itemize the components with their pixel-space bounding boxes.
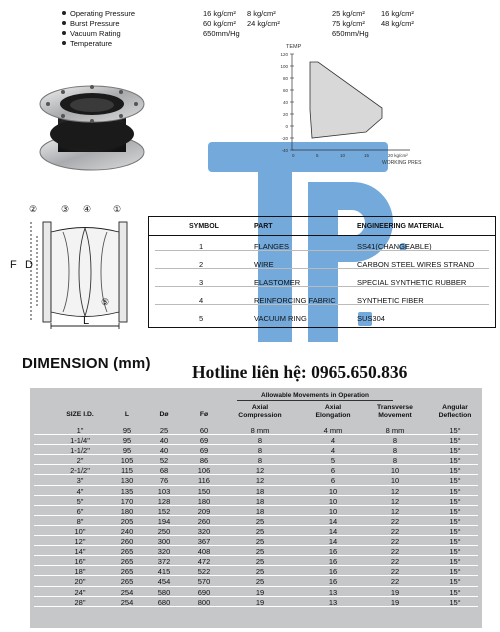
dimension-cell: 15° — [449, 496, 461, 506]
dimension-cell: 16 — [328, 567, 338, 577]
dimension-row — [30, 546, 482, 556]
dimension-cell: 152 — [157, 506, 171, 516]
diagram-callout: ④ — [83, 204, 92, 214]
dimension-row — [30, 516, 482, 526]
graph-x-title: WORKING PRES — [382, 160, 422, 166]
dimension-cell: 20" — [74, 577, 86, 587]
dimension-cell: 15° — [449, 537, 461, 547]
dimension-row — [30, 506, 482, 516]
dimension-cell: 16" — [74, 557, 86, 567]
dimension-cell: 8 mm — [250, 426, 270, 435]
parts-material: CARBON STEEL WIRES STRAND — [357, 260, 475, 269]
dimension-cell: 180 — [197, 496, 211, 506]
bullet-icon — [62, 11, 66, 15]
dimension-cell: 18 — [255, 496, 265, 506]
dimension-row — [30, 475, 482, 485]
spec-value: 8 kg/cm² — [247, 9, 276, 18]
dimension-row — [30, 435, 482, 445]
parts-symbol: 5 — [199, 314, 204, 323]
dimension-cell: 8" — [76, 516, 84, 526]
dimension-cell: 260 — [120, 537, 134, 547]
dimension-cell: 10 — [328, 496, 338, 506]
dimension-cell: 8 — [392, 456, 398, 466]
dimension-cell: 8 — [257, 446, 263, 456]
dimension-cell: 300 — [157, 537, 171, 547]
dimension-cell: 10 — [328, 486, 338, 496]
dimension-cell: 103 — [157, 486, 171, 496]
dimension-cell: 19 — [390, 597, 400, 607]
dimension-cell: 12" — [74, 537, 86, 547]
dimension-row — [30, 556, 482, 566]
dimension-cell: 8 mm — [385, 426, 405, 435]
graph-y-title: TEMP — [286, 44, 302, 50]
spec-label: Burst Pressure — [70, 19, 120, 28]
dimension-cell: 52 — [159, 456, 169, 466]
dimension-cell: 6 — [330, 476, 336, 486]
spec-row — [60, 19, 500, 29]
dimension-cell: 95 — [122, 426, 132, 435]
parts-row — [149, 236, 495, 254]
dimension-cell: 14 — [328, 516, 338, 526]
dimension-cell: 265 — [120, 547, 134, 557]
cross-section-diagram — [5, 202, 135, 332]
dimension-cell: 6" — [76, 506, 84, 516]
dimension-cell: 18" — [74, 567, 86, 577]
dimension-cell: 15° — [449, 446, 461, 456]
diagram-callout: ⑤ — [101, 297, 110, 307]
parts-material: SPECIAL SYNTHETIC RUBBER — [357, 278, 467, 287]
dimension-cell: 16 — [328, 547, 338, 557]
dimension-cell: 25 — [255, 567, 265, 577]
dimension-cell: 95 — [122, 436, 132, 446]
dimension-cell: 209 — [197, 506, 211, 516]
dimension-cell: 15° — [449, 567, 461, 577]
dimension-cell: 95 — [122, 446, 132, 456]
dimension-table — [30, 388, 482, 628]
bullet-icon — [62, 21, 66, 25]
dimension-cell: 15° — [449, 466, 461, 476]
dimension-cell: 170 — [120, 496, 134, 506]
parts-row — [149, 272, 495, 290]
header-symbol: SYMBOL — [189, 223, 219, 230]
dimension-cell: 2" — [76, 456, 84, 466]
dimension-cell: 28" — [74, 597, 86, 607]
dimension-cell: 19 — [255, 597, 265, 607]
dimension-cell: 250 — [157, 526, 171, 536]
dimension-cell: 15° — [449, 516, 461, 526]
dimension-cell: 15° — [449, 436, 461, 446]
header-axial-compression: Axial Compression — [238, 404, 282, 419]
parts-symbol: 3 — [199, 278, 204, 287]
dimension-row — [30, 566, 482, 576]
dimension-cell: 260 — [197, 516, 211, 526]
header-size: SIZE I.D. — [66, 411, 94, 418]
dimension-cell: 13 — [328, 587, 338, 597]
dimension-cell: 68 — [159, 466, 169, 476]
dimension-cell: 105 — [120, 456, 134, 466]
dimension-cell: 8 — [257, 456, 263, 466]
dimension-row — [30, 425, 482, 435]
allowable-movements-header: Allowable Movements in Operation — [237, 392, 393, 401]
spec-value: 60 kg/cm² — [203, 19, 236, 28]
graph-y-tick: 60 — [282, 88, 288, 93]
dimension-cell: 15° — [449, 456, 461, 466]
diagram-label-l: L — [83, 315, 90, 327]
dimension-cell: 580 — [157, 587, 171, 597]
dimension-cell: 8 — [257, 436, 263, 446]
bullet-icon — [62, 41, 66, 45]
dimension-cell: 570 — [197, 577, 211, 587]
dimension-cell: 40 — [159, 436, 169, 446]
dimension-cell: 115 — [121, 466, 133, 476]
dimension-cell: 128 — [157, 496, 171, 506]
dimension-cell: 265 — [120, 557, 134, 567]
spec-value: 25 kg/cm² — [332, 9, 365, 18]
dimension-cell: 680 — [157, 597, 171, 607]
dimension-cell: 240 — [120, 526, 134, 536]
dimension-cell: 25 — [255, 547, 265, 557]
dimension-cell: 10" — [74, 526, 86, 536]
dimension-cell: 22 — [390, 537, 400, 547]
dimension-cell: 150 — [197, 486, 211, 496]
spec-value: 650mm/Hg — [203, 29, 240, 38]
spec-value: 75 kg/cm² — [332, 19, 365, 28]
dimension-cell: 690 — [197, 587, 211, 597]
dimension-cell: 25 — [255, 516, 265, 526]
dimension-cell: 25 — [255, 526, 265, 536]
dimension-cell: 116 — [198, 476, 210, 486]
dimension-row — [30, 465, 482, 475]
header-material: ENGINEERING MATERIAL — [357, 223, 444, 230]
dimension-cell: 16 — [328, 577, 338, 587]
dimension-cell: 22 — [390, 557, 400, 567]
dimension-cell: 19 — [255, 587, 265, 597]
dimension-cell: 24" — [74, 587, 86, 597]
parts-part: WIRE — [254, 260, 274, 269]
dimension-cell: 13 — [328, 597, 338, 607]
dimension-cell: 106 — [197, 466, 211, 476]
dimension-cell: 86 — [199, 456, 209, 466]
dimension-cell: 472 — [197, 557, 211, 567]
spec-value: 48 kg/cm² — [381, 19, 414, 28]
dimension-cell: 8 — [392, 436, 398, 446]
temperature-pressure-graph — [270, 40, 445, 175]
dimension-cell: 22 — [390, 577, 400, 587]
diagram-label-f: F — [10, 259, 17, 271]
dimension-cell: 12 — [390, 506, 400, 516]
parts-part: FLANGES — [254, 242, 290, 251]
dimension-cell: 22 — [390, 526, 400, 536]
parts-table — [148, 216, 496, 328]
dimension-cell: 2-1/2" — [70, 466, 90, 476]
dimension-cell: 19 — [390, 587, 400, 597]
dimension-cell: 15° — [449, 577, 461, 587]
dimension-cell: 15° — [449, 426, 461, 435]
dimension-row — [30, 486, 482, 496]
header-axial-elongation: Axial Elongation — [315, 404, 351, 419]
header-angular-deflection: Angular Deflection — [438, 404, 472, 419]
dimension-cell: 6 — [330, 466, 336, 476]
parts-symbol: 1 — [199, 242, 204, 251]
dimension-cell: 60 — [199, 426, 209, 435]
dimension-row — [30, 576, 482, 586]
parts-part: ELASTOMER — [254, 278, 301, 287]
dimension-cell: 15° — [449, 526, 461, 536]
dimension-cell: 180 — [120, 506, 134, 516]
graph-x-tick: 5 — [316, 153, 319, 158]
dimension-cell: 1-1/2" — [70, 446, 90, 456]
graph-y-tick: 20 — [282, 112, 288, 117]
spec-label: Temperature — [70, 39, 113, 48]
dimension-cell: 22 — [390, 516, 400, 526]
dimension-cell: 14 — [328, 526, 338, 536]
dimension-row — [30, 587, 482, 597]
dimension-cell: 69 — [199, 446, 209, 456]
dimension-cell: 254 — [120, 587, 134, 597]
dimension-cell: 4" — [76, 486, 84, 496]
dimension-cell: 25 — [255, 537, 265, 547]
graph-y-tick: 0 — [285, 124, 288, 129]
spec-value: 650mm/Hg — [332, 29, 369, 38]
dimension-cell: 40 — [159, 446, 169, 456]
dimension-cell: 22 — [390, 547, 400, 557]
dimension-cell: 4 — [330, 446, 336, 456]
bullet-icon — [62, 31, 66, 35]
dimension-row — [30, 526, 482, 536]
dimension-cell: 367 — [197, 537, 211, 547]
hotline-text: Hotline liên hệ: 0965.650.836 — [192, 362, 408, 382]
dimension-cell: 4 mm — [323, 426, 343, 435]
dimension-cell: 265 — [120, 577, 134, 587]
graph-y-tick: -20 — [281, 136, 288, 141]
header-d: Dø — [159, 411, 169, 418]
dimension-row — [30, 445, 482, 455]
dimension-cell: 14 — [328, 537, 338, 547]
dimension-cell: 5" — [76, 496, 84, 506]
dimension-cell: 415 — [157, 567, 171, 577]
dimension-row — [30, 536, 482, 546]
dimension-cell: 320 — [197, 526, 211, 536]
graph-y-tick: 80 — [282, 76, 288, 81]
dimension-cell: 15° — [449, 557, 461, 567]
dimension-cell: 25 — [255, 577, 265, 587]
parts-part: VACUUM RING — [254, 314, 307, 323]
dimension-cell: 1-1/4" — [70, 436, 90, 446]
dimension-cell: 15° — [449, 547, 461, 557]
spec-row — [60, 29, 500, 39]
dimension-cell: 18 — [255, 486, 265, 496]
dimension-cell: 454 — [157, 577, 171, 587]
dimension-cell: 10 — [328, 506, 338, 516]
graph-x-tick: 20 kg/cm² — [388, 153, 408, 158]
parts-row — [149, 290, 495, 308]
graph-y-tick: 120 — [280, 52, 288, 57]
dimension-cell: 25 — [255, 557, 265, 567]
diagram-label-d: D — [25, 259, 33, 271]
dimension-row — [30, 597, 482, 607]
product-photo — [28, 74, 156, 178]
header-transverse-movement: Transverse Movement — [377, 404, 413, 419]
diagram-callout: ② — [29, 204, 38, 214]
graph-x-tick: 15 — [364, 153, 370, 158]
header-f: Fø — [199, 411, 209, 418]
spec-label: Vacuum Rating — [70, 29, 121, 38]
dimension-cell: 3" — [76, 476, 84, 486]
spec-label: Operating Pressure — [70, 9, 136, 18]
dimension-cell: 12 — [255, 466, 265, 476]
dimension-cell: 69 — [199, 436, 209, 446]
dimension-cell: 320 — [157, 547, 171, 557]
dimension-cell: 15° — [449, 506, 461, 516]
header-part: PART — [254, 223, 273, 230]
dimension-row — [30, 496, 482, 506]
dimension-cell: 5 — [330, 456, 336, 466]
diagram-callout: ③ — [61, 204, 70, 214]
dimension-cell: 10 — [390, 466, 400, 476]
parts-material: SS41(CHANGEABLE) — [357, 242, 432, 251]
parts-table-header — [149, 217, 495, 236]
dimension-cell: 4 — [330, 436, 336, 446]
dimension-cell: 22 — [390, 567, 400, 577]
dimension-cell: 10 — [390, 476, 400, 486]
dimension-cell: 12 — [255, 476, 265, 486]
parts-row — [149, 254, 495, 272]
dimension-cell: 8 — [392, 446, 398, 456]
dimension-cell: 76 — [159, 476, 169, 486]
dimension-cell: 522 — [197, 567, 211, 577]
diagram-callout: ① — [113, 204, 122, 214]
dimension-cell: 15° — [449, 587, 461, 597]
dimension-cell: 408 — [197, 547, 211, 557]
parts-symbol: 2 — [199, 260, 204, 269]
dimension-cell: 15° — [449, 597, 461, 607]
spec-value: 24 kg/cm² — [247, 19, 280, 28]
dimension-cell: 15° — [449, 476, 461, 486]
spec-value: 16 kg/cm² — [203, 9, 236, 18]
parts-material: SUS304 — [357, 314, 385, 323]
dimension-cell: 254 — [120, 597, 134, 607]
graph-y-tick: 40 — [282, 100, 288, 105]
dimension-table-header — [30, 402, 482, 424]
parts-row — [149, 308, 495, 326]
dimension-row — [30, 455, 482, 465]
dimension-cell: 205 — [120, 516, 134, 526]
parts-material: SYNTHETIC FIBER — [357, 296, 424, 305]
parts-part: REINFORCING FABRIC — [254, 296, 336, 305]
dimension-cell: 135 — [120, 486, 134, 496]
dimension-title: DIMENSION (mm) — [22, 355, 151, 372]
dimension-cell: 12 — [390, 496, 400, 506]
parts-symbol: 4 — [199, 296, 204, 305]
dimension-cell: 15° — [449, 486, 461, 496]
graph-y-tick: 100 — [280, 64, 288, 69]
graph-x-tick: 0 — [292, 153, 295, 158]
dimension-cell: 12 — [390, 486, 400, 496]
dimension-cell: 265 — [120, 567, 134, 577]
dimension-cell: 130 — [120, 476, 134, 486]
dimension-cell: 18 — [255, 506, 265, 516]
dimension-cell: 372 — [157, 557, 171, 567]
dimension-cell: 800 — [197, 597, 211, 607]
dimension-cell: 14" — [74, 547, 86, 557]
spec-row — [60, 9, 500, 19]
dimension-cell: 194 — [157, 516, 171, 526]
dimension-cell: 1" — [76, 426, 84, 435]
dimension-cell: 16 — [328, 557, 338, 567]
dimension-cell: 25 — [159, 426, 169, 435]
graph-x-tick: 10 — [340, 153, 346, 158]
spec-value: 16 kg/cm² — [381, 9, 414, 18]
graph-y-tick: -40 — [281, 148, 288, 153]
header-l: L — [124, 411, 130, 418]
